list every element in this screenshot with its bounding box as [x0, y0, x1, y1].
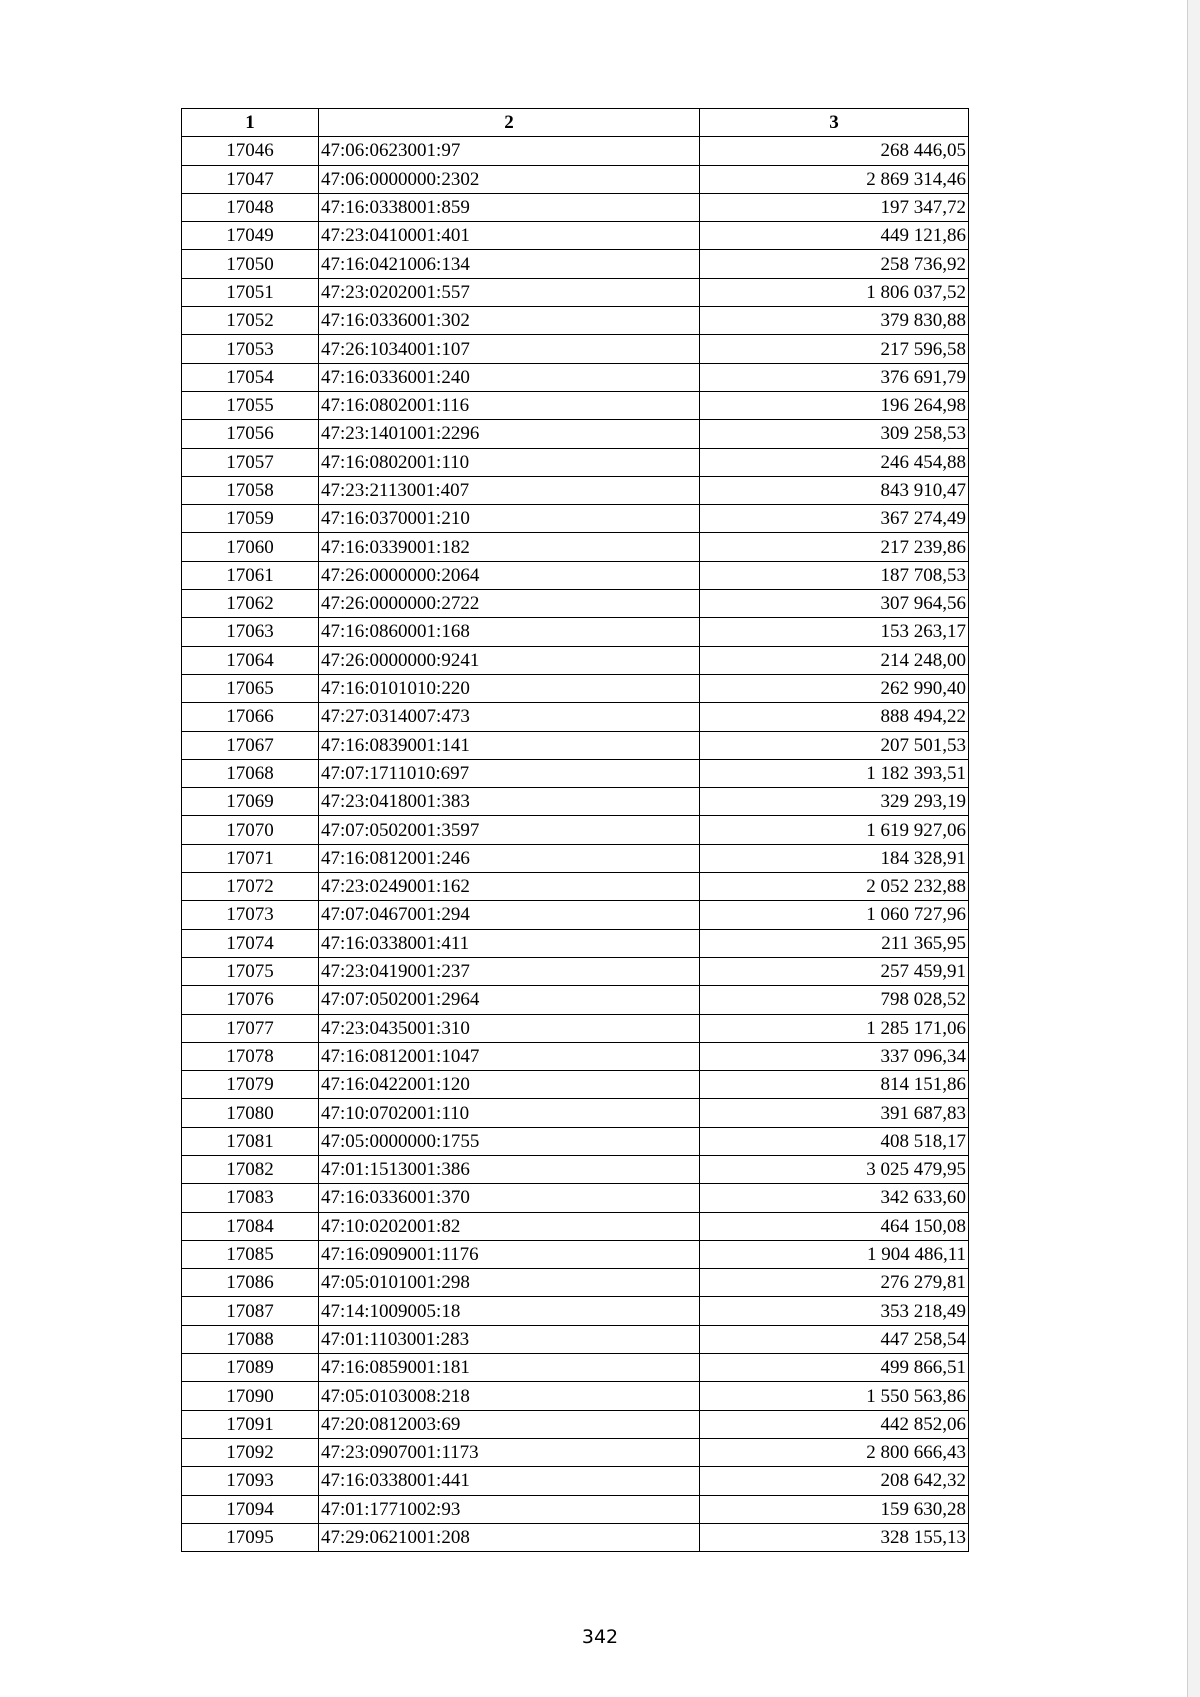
- cell-cadastral-number: 47:16:0860001:168: [319, 618, 700, 646]
- cell-cadastral-number: 47:10:0702001:110: [319, 1099, 700, 1127]
- cell-value: 814 151,86: [700, 1071, 969, 1099]
- cell-value: 258 736,92: [700, 250, 969, 278]
- cell-cadastral-number: 47:05:0101001:298: [319, 1269, 700, 1297]
- cell-value: 196 264,98: [700, 391, 969, 419]
- table-row: [182, 1269, 969, 1297]
- cell-row-number: 17053: [182, 335, 319, 363]
- cell-value: 208 642,32: [700, 1467, 969, 1495]
- cell-cadastral-number: 47:23:0418001:383: [319, 788, 700, 816]
- table-row: [182, 137, 969, 165]
- cell-row-number: 17087: [182, 1297, 319, 1325]
- table-row: [182, 1184, 969, 1212]
- table-row: [182, 1354, 969, 1382]
- cell-value: 1 904 486,11: [700, 1240, 969, 1268]
- cell-value: 207 501,53: [700, 731, 969, 759]
- cell-row-number: 17048: [182, 193, 319, 221]
- cell-cadastral-number: 47:06:0000000:2302: [319, 165, 700, 193]
- cell-row-number: 17050: [182, 250, 319, 278]
- table-row: [182, 1240, 969, 1268]
- cell-value: 353 218,49: [700, 1297, 969, 1325]
- cell-cadastral-number: 47:06:0623001:97: [319, 137, 700, 165]
- cell-cadastral-number: 47:07:0502001:2964: [319, 986, 700, 1014]
- cell-row-number: 17056: [182, 420, 319, 448]
- cell-value: 184 328,91: [700, 844, 969, 872]
- page-edge: [1187, 0, 1200, 1697]
- cell-row-number: 17047: [182, 165, 319, 193]
- cell-value: 3 025 479,95: [700, 1155, 969, 1183]
- cell-cadastral-number: 47:16:0101010:220: [319, 674, 700, 702]
- cell-cadastral-number: 47:16:0336001:240: [319, 363, 700, 391]
- cell-row-number: 17063: [182, 618, 319, 646]
- cell-cadastral-number: 47:16:0338001:441: [319, 1467, 700, 1495]
- cell-row-number: 17061: [182, 561, 319, 589]
- cell-value: 217 239,86: [700, 533, 969, 561]
- table-row: [182, 929, 969, 957]
- table-row: [182, 1523, 969, 1551]
- cell-cadastral-number: 47:26:0000000:2064: [319, 561, 700, 589]
- cell-row-number: 17075: [182, 957, 319, 985]
- cell-row-number: 17059: [182, 505, 319, 533]
- cell-value: 1 060 727,96: [700, 901, 969, 929]
- cell-cadastral-number: 47:16:0839001:141: [319, 731, 700, 759]
- cell-row-number: 17095: [182, 1523, 319, 1551]
- cell-cadastral-number: 47:16:0859001:181: [319, 1354, 700, 1382]
- cell-row-number: 17062: [182, 590, 319, 618]
- cell-row-number: 17066: [182, 703, 319, 731]
- cell-cadastral-number: 47:23:0202001:557: [319, 278, 700, 306]
- cell-value: 1 550 563,86: [700, 1382, 969, 1410]
- page-number: 342: [581, 1626, 619, 1648]
- cell-row-number: 17055: [182, 391, 319, 419]
- table-row: [182, 1014, 969, 1042]
- cell-cadastral-number: 47:16:0802001:116: [319, 391, 700, 419]
- cell-value: 307 964,56: [700, 590, 969, 618]
- registry-table: [181, 108, 969, 1552]
- cell-value: 442 852,06: [700, 1410, 969, 1438]
- cell-value: 379 830,88: [700, 307, 969, 335]
- table-row: [182, 816, 969, 844]
- cell-cadastral-number: 47:16:0339001:182: [319, 533, 700, 561]
- cell-cadastral-number: 47:07:0467001:294: [319, 901, 700, 929]
- cell-cadastral-number: 47:14:1009005:18: [319, 1297, 700, 1325]
- cell-value: 268 446,05: [700, 137, 969, 165]
- cell-row-number: 17089: [182, 1354, 319, 1382]
- cell-cadastral-number: 47:27:0314007:473: [319, 703, 700, 731]
- cell-cadastral-number: 47:05:0000000:1755: [319, 1127, 700, 1155]
- cell-value: 391 687,83: [700, 1099, 969, 1127]
- cell-value: 153 263,17: [700, 618, 969, 646]
- table-row: [182, 1071, 969, 1099]
- cell-row-number: 17091: [182, 1410, 319, 1438]
- cell-value: 257 459,91: [700, 957, 969, 985]
- table-row: [182, 363, 969, 391]
- cell-cadastral-number: 47:20:0812003:69: [319, 1410, 700, 1438]
- cell-row-number: 17082: [182, 1155, 319, 1183]
- table-row: [182, 476, 969, 504]
- cell-value: 309 258,53: [700, 420, 969, 448]
- cell-value: 499 866,51: [700, 1354, 969, 1382]
- table-row: [182, 703, 969, 731]
- cell-cadastral-number: 47:23:1401001:2296: [319, 420, 700, 448]
- table-row: [182, 873, 969, 901]
- cell-value: 367 274,49: [700, 505, 969, 533]
- cell-cadastral-number: 47:23:2113001:407: [319, 476, 700, 504]
- cell-value: 159 630,28: [700, 1495, 969, 1523]
- cell-cadastral-number: 47:16:0421006:134: [319, 250, 700, 278]
- cell-value: 262 990,40: [700, 674, 969, 702]
- cell-row-number: 17076: [182, 986, 319, 1014]
- cell-value: 211 365,95: [700, 929, 969, 957]
- table-row: [182, 391, 969, 419]
- table-row: [182, 448, 969, 476]
- table-row: [182, 193, 969, 221]
- cell-row-number: 17072: [182, 873, 319, 901]
- table-row: [182, 986, 969, 1014]
- cell-row-number: 17092: [182, 1438, 319, 1466]
- cell-cadastral-number: 47:16:0802001:110: [319, 448, 700, 476]
- cell-value: 2 800 666,43: [700, 1438, 969, 1466]
- table-row: [182, 1438, 969, 1466]
- cell-value: 408 518,17: [700, 1127, 969, 1155]
- cell-cadastral-number: 47:01:1103001:283: [319, 1325, 700, 1353]
- cell-cadastral-number: 47:16:0338001:411: [319, 929, 700, 957]
- table-row: [182, 533, 969, 561]
- table-row: [182, 674, 969, 702]
- column-header-2: 2: [319, 109, 700, 137]
- cell-row-number: 17069: [182, 788, 319, 816]
- cell-row-number: 17057: [182, 448, 319, 476]
- cell-row-number: 17085: [182, 1240, 319, 1268]
- column-header-1: 1: [182, 109, 319, 137]
- cell-value: 376 691,79: [700, 363, 969, 391]
- table-row: [182, 618, 969, 646]
- cell-value: 1 619 927,06: [700, 816, 969, 844]
- cell-cadastral-number: 47:23:0410001:401: [319, 222, 700, 250]
- table-row: [182, 420, 969, 448]
- cell-row-number: 17064: [182, 646, 319, 674]
- cell-row-number: 17093: [182, 1467, 319, 1495]
- header-row: [182, 109, 969, 137]
- cell-row-number: 17081: [182, 1127, 319, 1155]
- table-row: [182, 1382, 969, 1410]
- cell-row-number: 17078: [182, 1042, 319, 1070]
- cell-cadastral-number: 47:10:0202001:82: [319, 1212, 700, 1240]
- table-row: [182, 844, 969, 872]
- table-row: [182, 1127, 969, 1155]
- cell-row-number: 17046: [182, 137, 319, 165]
- cell-cadastral-number: 47:23:0435001:310: [319, 1014, 700, 1042]
- cell-cadastral-number: 47:26:1034001:107: [319, 335, 700, 363]
- table-row: [182, 561, 969, 589]
- cell-value: 328 155,13: [700, 1523, 969, 1551]
- cell-value: 2 052 232,88: [700, 873, 969, 901]
- cell-row-number: 17067: [182, 731, 319, 759]
- cell-cadastral-number: 47:16:0909001:1176: [319, 1240, 700, 1268]
- table-row: [182, 957, 969, 985]
- table-row: [182, 1099, 969, 1127]
- table-row: [182, 278, 969, 306]
- table-row: [182, 1467, 969, 1495]
- cell-value: 2 869 314,46: [700, 165, 969, 193]
- table-row: [182, 307, 969, 335]
- cell-value: 329 293,19: [700, 788, 969, 816]
- cell-cadastral-number: 47:01:1771002:93: [319, 1495, 700, 1523]
- cell-value: 217 596,58: [700, 335, 969, 363]
- cell-row-number: 17073: [182, 901, 319, 929]
- cell-row-number: 17080: [182, 1099, 319, 1127]
- cell-value: 888 494,22: [700, 703, 969, 731]
- cell-value: 187 708,53: [700, 561, 969, 589]
- cell-cadastral-number: 47:23:0907001:1173: [319, 1438, 700, 1466]
- cell-cadastral-number: 47:23:0419001:237: [319, 957, 700, 985]
- table-row: [182, 1155, 969, 1183]
- cell-cadastral-number: 47:23:0249001:162: [319, 873, 700, 901]
- cell-row-number: 17084: [182, 1212, 319, 1240]
- cell-value: 449 121,86: [700, 222, 969, 250]
- cell-value: 342 633,60: [700, 1184, 969, 1212]
- cell-cadastral-number: 47:01:1513001:386: [319, 1155, 700, 1183]
- cell-row-number: 17051: [182, 278, 319, 306]
- table-row: [182, 1410, 969, 1438]
- column-header-3: 3: [700, 109, 969, 137]
- cell-row-number: 17088: [182, 1325, 319, 1353]
- cell-row-number: 17068: [182, 759, 319, 787]
- cell-row-number: 17071: [182, 844, 319, 872]
- table-row: [182, 731, 969, 759]
- cell-cadastral-number: 47:26:0000000:9241: [319, 646, 700, 674]
- cell-value: 798 028,52: [700, 986, 969, 1014]
- cell-cadastral-number: 47:07:1711010:697: [319, 759, 700, 787]
- cell-value: 1 285 171,06: [700, 1014, 969, 1042]
- table-row: [182, 222, 969, 250]
- cell-row-number: 17086: [182, 1269, 319, 1297]
- cell-cadastral-number: 47:16:0422001:120: [319, 1071, 700, 1099]
- cell-cadastral-number: 47:29:0621001:208: [319, 1523, 700, 1551]
- cell-cadastral-number: 47:16:0812001:1047: [319, 1042, 700, 1070]
- cell-row-number: 17083: [182, 1184, 319, 1212]
- cell-row-number: 17079: [182, 1071, 319, 1099]
- table-body: [182, 137, 969, 1552]
- cell-row-number: 17058: [182, 476, 319, 504]
- cell-value: 843 910,47: [700, 476, 969, 504]
- table-row: [182, 590, 969, 618]
- table-row: [182, 901, 969, 929]
- cell-row-number: 17074: [182, 929, 319, 957]
- table-row: [182, 1042, 969, 1070]
- cell-value: 197 347,72: [700, 193, 969, 221]
- cell-row-number: 17052: [182, 307, 319, 335]
- cell-value: 447 258,54: [700, 1325, 969, 1353]
- cell-value: 464 150,08: [700, 1212, 969, 1240]
- cell-value: 1 806 037,52: [700, 278, 969, 306]
- cell-value: 276 279,81: [700, 1269, 969, 1297]
- cell-cadastral-number: 47:16:0338001:859: [319, 193, 700, 221]
- table-row: [182, 1325, 969, 1353]
- cell-cadastral-number: 47:16:0812001:246: [319, 844, 700, 872]
- cell-cadastral-number: 47:05:0103008:218: [319, 1382, 700, 1410]
- cell-value: 1 182 393,51: [700, 759, 969, 787]
- cell-cadastral-number: 47:26:0000000:2722: [319, 590, 700, 618]
- cell-cadastral-number: 47:07:0502001:3597: [319, 816, 700, 844]
- table-row: [182, 1212, 969, 1240]
- table-row: [182, 759, 969, 787]
- cell-value: 214 248,00: [700, 646, 969, 674]
- cell-row-number: 17094: [182, 1495, 319, 1523]
- cell-value: 337 096,34: [700, 1042, 969, 1070]
- cell-row-number: 17049: [182, 222, 319, 250]
- table-row: [182, 335, 969, 363]
- cell-cadastral-number: 47:16:0336001:370: [319, 1184, 700, 1212]
- table-row: [182, 1495, 969, 1523]
- cell-row-number: 17090: [182, 1382, 319, 1410]
- cell-row-number: 17077: [182, 1014, 319, 1042]
- table-row: [182, 1297, 969, 1325]
- table-row: [182, 788, 969, 816]
- table-row: [182, 250, 969, 278]
- cell-row-number: 17060: [182, 533, 319, 561]
- table-row: [182, 505, 969, 533]
- table-row: [182, 646, 969, 674]
- cell-row-number: 17065: [182, 674, 319, 702]
- table-row: [182, 165, 969, 193]
- cell-row-number: 17070: [182, 816, 319, 844]
- cell-cadastral-number: 47:16:0370001:210: [319, 505, 700, 533]
- cell-row-number: 17054: [182, 363, 319, 391]
- cell-cadastral-number: 47:16:0336001:302: [319, 307, 700, 335]
- cell-value: 246 454,88: [700, 448, 969, 476]
